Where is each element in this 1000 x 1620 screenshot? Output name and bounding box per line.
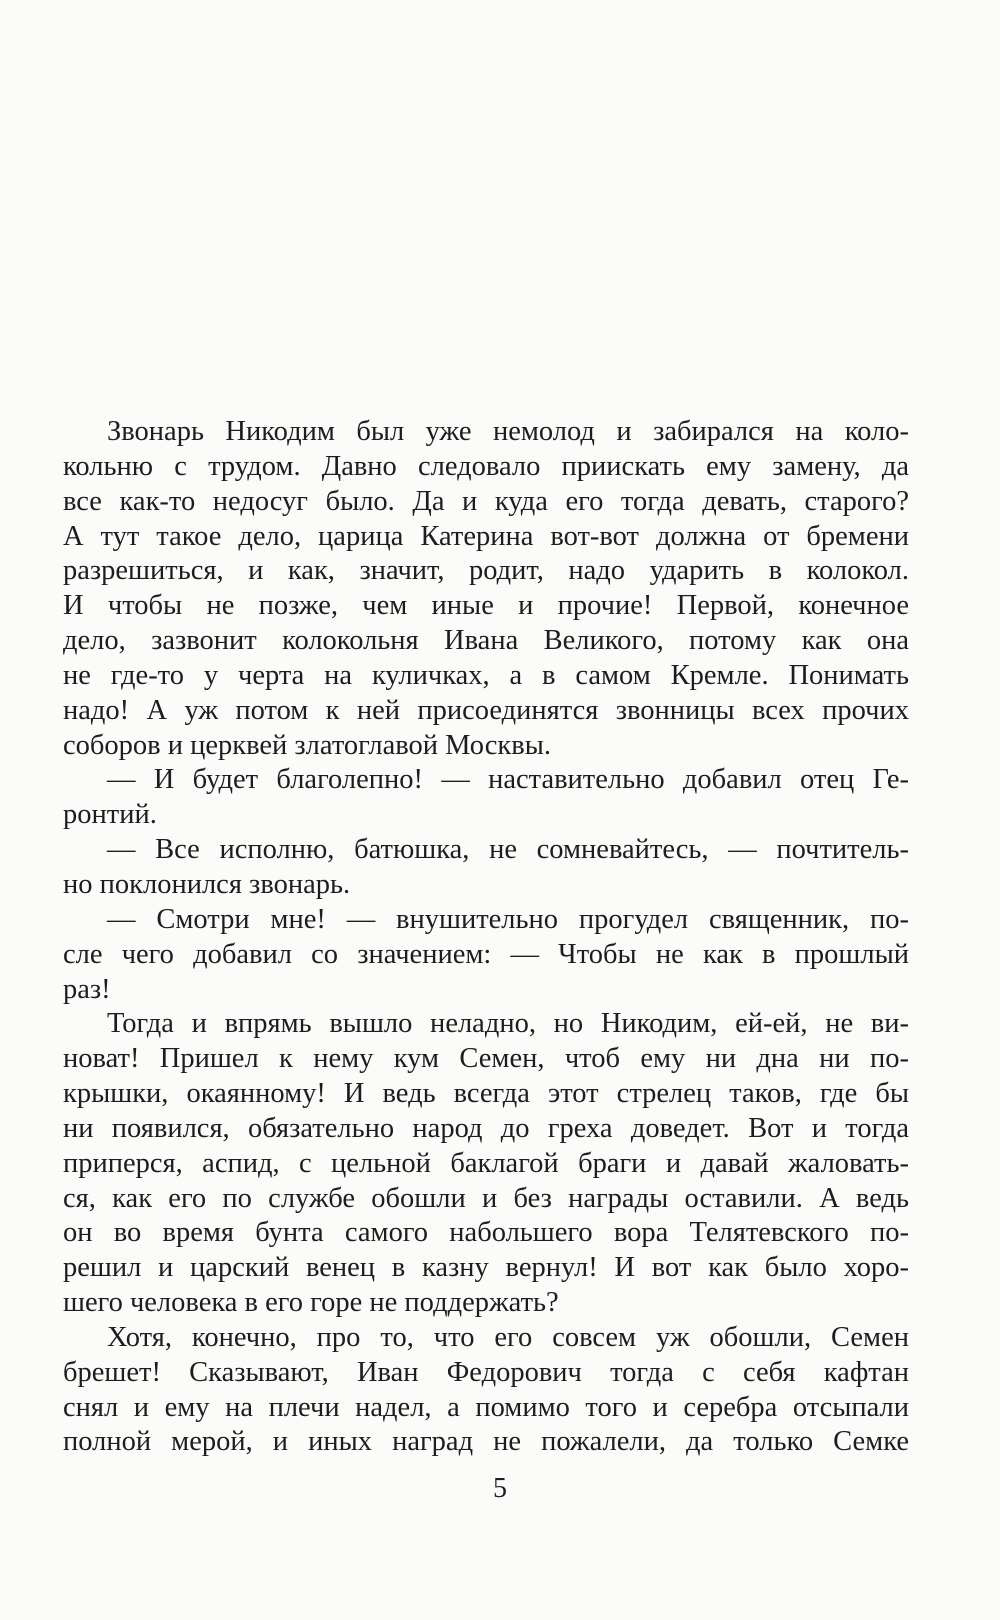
- text-line: — Смотри мне! — внушительно прогудел священник, по-: [107, 903, 909, 935]
- text-line: дело, зазвонит колокольня Ивана Великого, потому как она: [63, 625, 909, 657]
- text-line: шего человека в его горе не поддержать?: [63, 1287, 559, 1319]
- text-line: надо! А уж потом к ней присоединятся звонницы всех прочих: [63, 694, 909, 726]
- text-line: кольню с трудом. Давно следовало приискать ему замену, да: [63, 450, 909, 482]
- text-line: брешет! Сказывают, Иван Федорович тогда с себя кафтан: [63, 1356, 909, 1388]
- text-line: раз!: [63, 973, 111, 1005]
- text-line: ни появился, обязательно народ до греха доведет. Вот и тогда: [63, 1112, 909, 1144]
- text-line: сле чего добавил со значением: — Чтобы не как в прошлый: [63, 938, 909, 970]
- text-line: — Все исполню, батюшка, не сомневайтесь, — почтитель-: [107, 834, 909, 866]
- text-line: соборов и церквей златоглавой Москвы.: [63, 729, 551, 761]
- text-line: ся, как его по службе обошли и без награды оставили. А ведь: [63, 1182, 909, 1214]
- text-line: Тогда и впрямь вышло неладно, но Никодим, ей-ей, не ви-: [107, 1008, 909, 1040]
- text-line: новат! Пришел к нему кум Семен, чтоб ему ни дна ни по-: [63, 1043, 909, 1075]
- body-text: [63, 415, 909, 1460]
- text-line: снял и ему на плечи надел, а помимо того и серебра отсыпали: [63, 1391, 909, 1423]
- text-line: А тут такое дело, царица Катерина вот-вот должна от бремени: [63, 520, 909, 552]
- text-line: Хотя, конечно, про то, что его совсем уж обошли, Семен: [107, 1321, 909, 1353]
- text-line: решил и царский венец в казну вернул! И вот как было хоро-: [63, 1252, 909, 1284]
- text-line: Звонарь Никодим был уже немолод и забирался на коло-: [107, 416, 909, 447]
- page-number: 5: [493, 1473, 507, 1504]
- text-line: разрешиться, и как, значит, родит, надо ударить в колокол.: [63, 555, 909, 587]
- text-line: приперся, аспид, с цельной баклагой браги и давай жаловать-: [63, 1147, 909, 1179]
- text-line: не где-то у черта на куличках, а в самом Кремле. Понимать: [63, 659, 909, 691]
- text-line: крышки, окаянному! И ведь всегда этот стрелец таков, где бы: [63, 1078, 909, 1110]
- text-line: И чтобы не позже, чем иные и прочие! Первой, конечное: [63, 590, 909, 622]
- text-line: ронтий.: [63, 799, 157, 831]
- text-line: все как-то недосуг было. Да и куда его тогда девать, старого?: [63, 485, 909, 517]
- text-line: он во время бунта самого набольшего вора Телятевского по-: [63, 1217, 909, 1249]
- text-line: но поклонился звонарь.: [63, 868, 351, 900]
- text-line: полной мерой, и иных наград не пожалели, да только Семке: [63, 1426, 909, 1458]
- text-line: — И будет благолепно! — наставительно добавил отец Ге-: [107, 764, 909, 796]
